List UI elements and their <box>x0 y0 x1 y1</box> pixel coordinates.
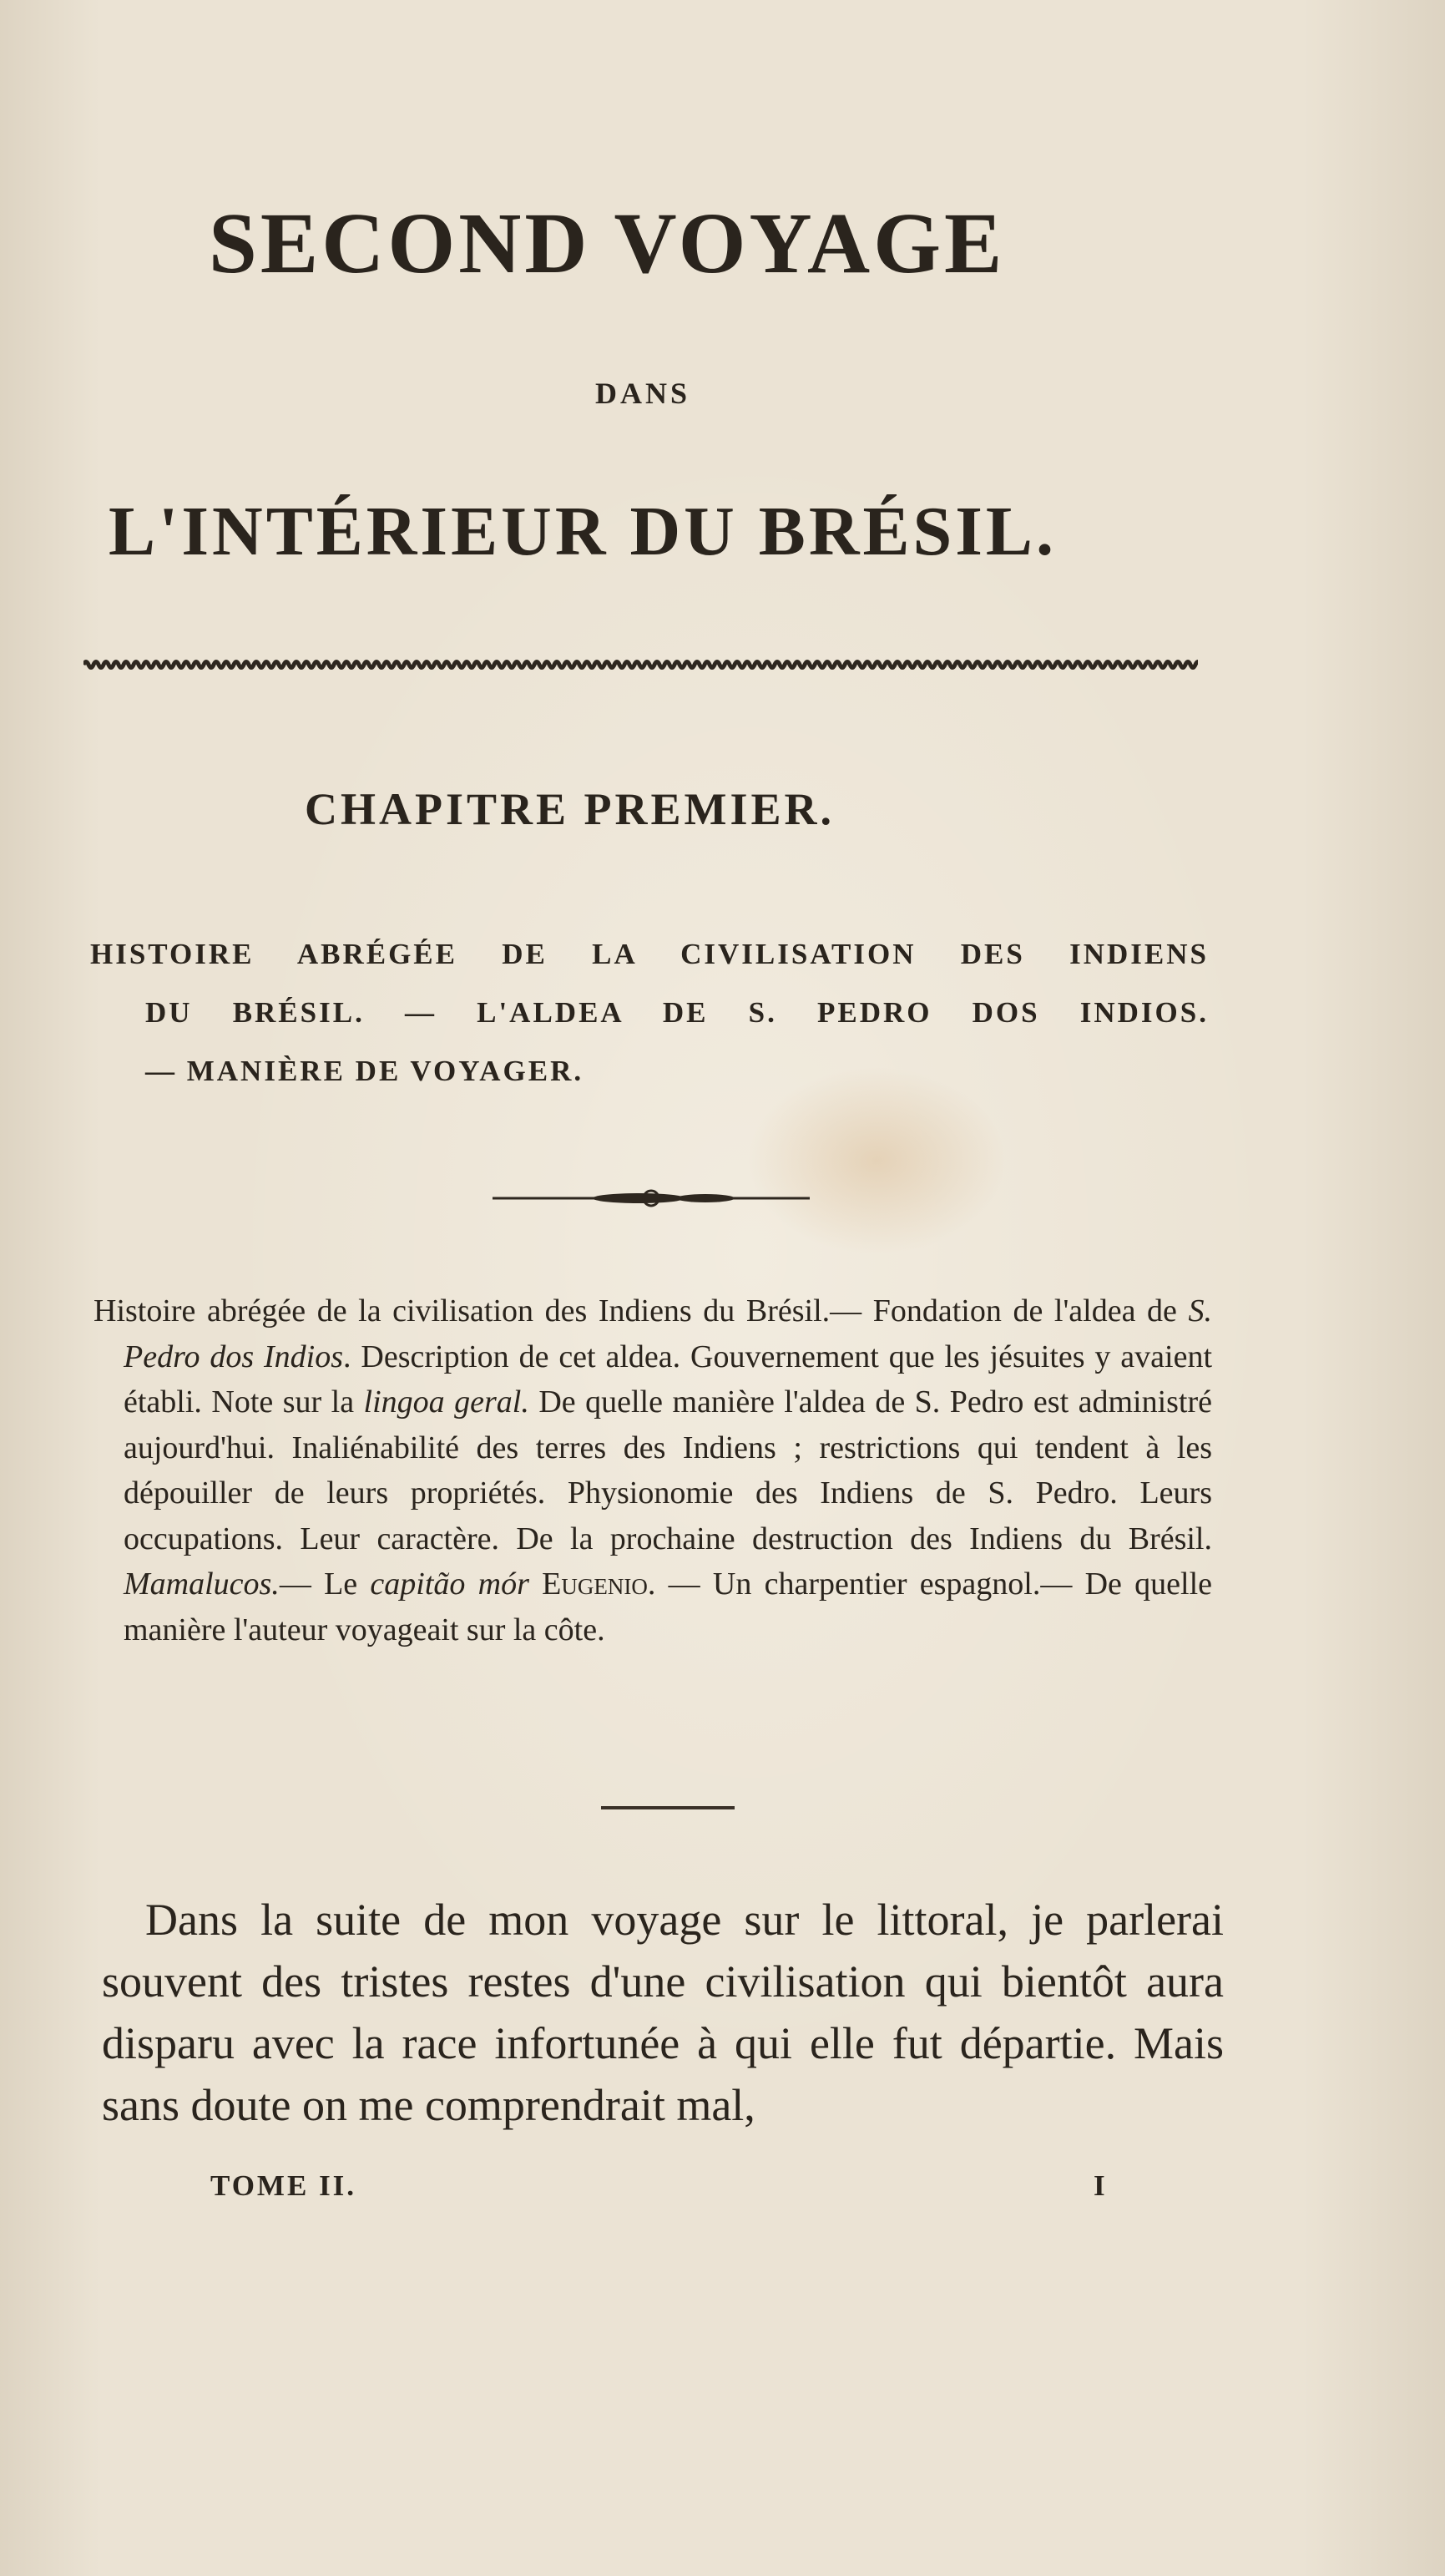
chapter-argument <box>93 1288 1212 1652</box>
argument-paragraph <box>93 1288 1212 1652</box>
argument-italic-place: S. Pedro dos Indios <box>124 1293 1212 1374</box>
argument-text: De quelle manière l'aldea de S. Pedro est administré aujourd'hui. Inaliénabilité des terres des Indiens ; restrictions qui tendent à les dépouiller de leurs propriétés. Physionomie des Indiens de S. Pedro. Leurs occupations. Leur caractère. De la prochaine destruction des Indiens du Brésil. <box>124 1384 1213 1556</box>
argument-smallcaps-name: Eugenio. <box>542 1566 656 1602</box>
argument-italic-term: Mamalucos. <box>124 1566 280 1602</box>
chapter-summary-line: — MANIÈRE DE VOYAGER. <box>145 1055 584 1087</box>
chapter-heading: CHAPITRE PREMIER. <box>305 784 836 834</box>
argument-text: — Un charpentier espagnol.— De quelle manière l'auteur voyageait sur la côte. <box>124 1566 1213 1647</box>
section-ornament <box>493 1186 810 1211</box>
argument-text: Histoire abrégée de la civilisation des Indiens du Brésil.— Fondation de l'aldea de <box>93 1293 1189 1328</box>
argument-text <box>529 1566 542 1602</box>
body-text <box>102 1889 1224 2136</box>
title-line-1: SECOND VOYAGE <box>209 195 1006 291</box>
wavy-rule-ornament <box>83 656 1198 673</box>
chapter-summary-line: HISTOIRE ABRÉGÉE DE LA CIVILISATION DES INDIENS <box>90 938 1209 970</box>
argument-italic-term: lingoa geral. <box>363 1384 529 1420</box>
argument-italic-term: capitão mór <box>370 1566 529 1602</box>
footer-volume: TOME II. <box>210 2169 357 2202</box>
chapter-summary <box>90 925 1209 1101</box>
title-connector: DANS <box>594 377 690 410</box>
section-divider <box>601 1806 735 1809</box>
footer-signature: I <box>1094 2169 1105 2202</box>
title-line-2: L'INTÉRIEUR DU BRÉSIL. <box>109 493 1057 570</box>
chapter-summary-line: DU BRÉSIL. — L'ALDEA DE S. PEDRO DOS INDIOS. <box>145 996 1209 1029</box>
argument-text: . Description de cet aldea. Gouvernement que les jésuites y avaient établi. Note sur la <box>124 1339 1213 1420</box>
argument-text: — Le <box>279 1566 371 1602</box>
body-paragraph: Dans la suite de mon voyage sur le littoral, je parlerai souvent des tristes restes d'une civilisation qui bientôt aura disparu avec la race infortunée à qui elle fut départie. Mais sans doute on me comprendrait mal, <box>102 1895 1224 2130</box>
